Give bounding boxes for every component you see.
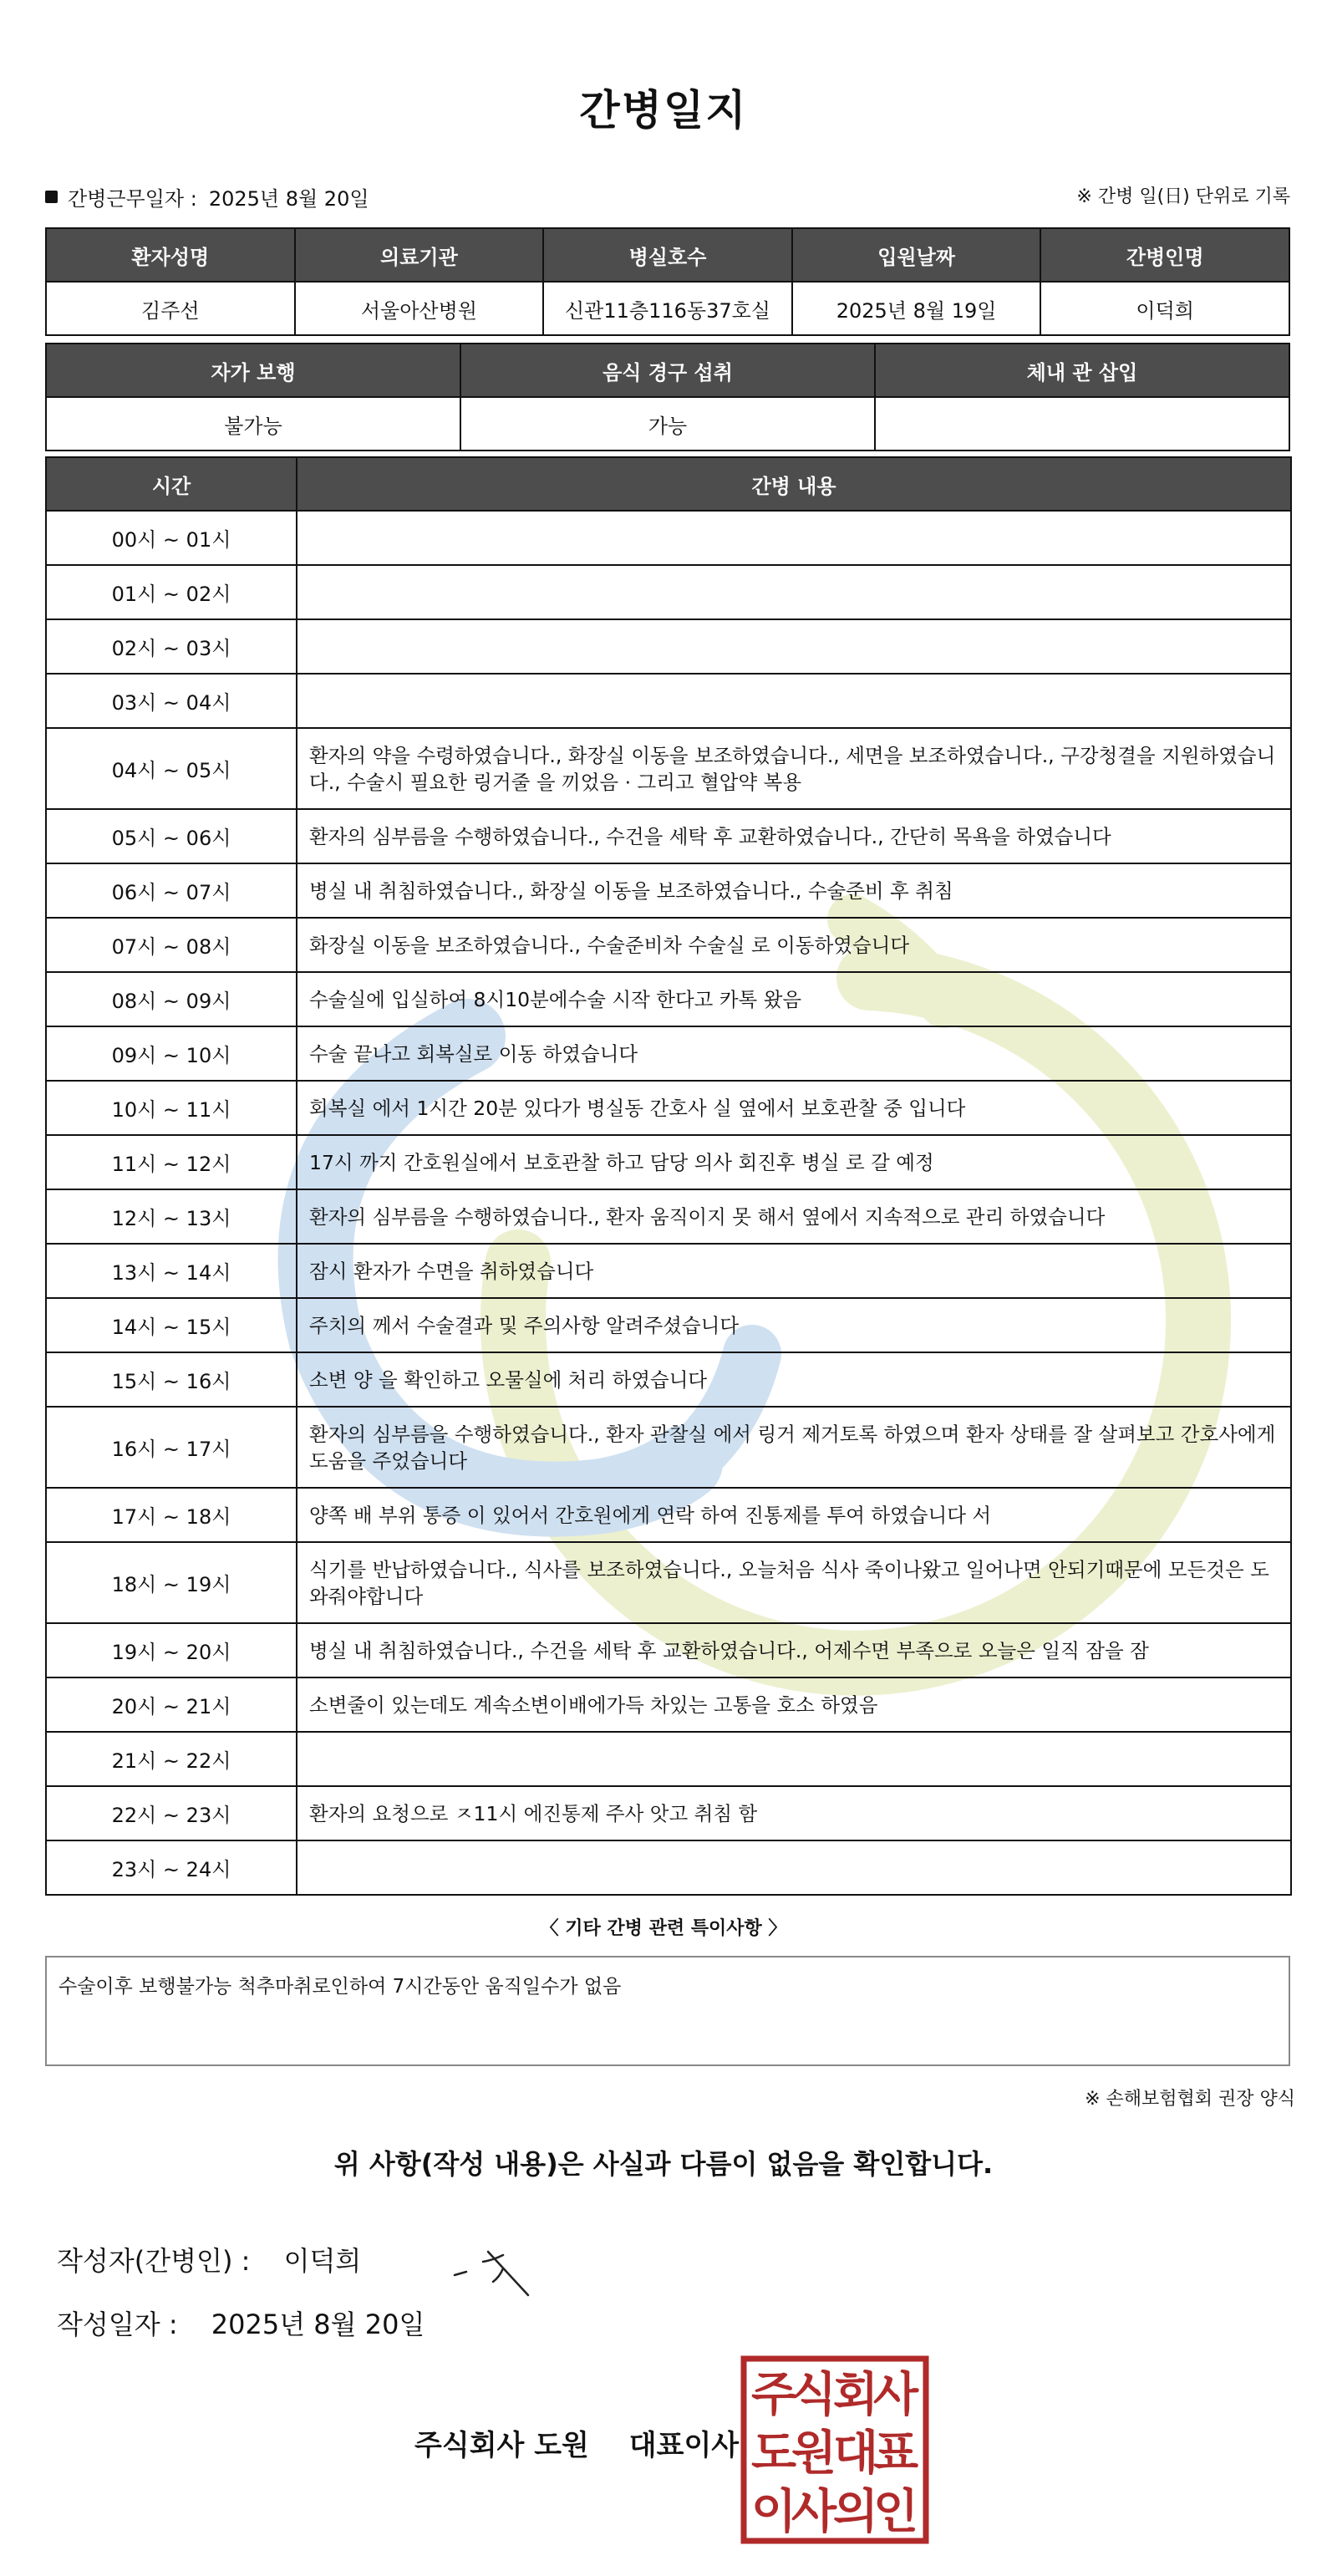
company-role: 대표이사	[628, 2429, 740, 2462]
svg-text:원: 원	[791, 2426, 837, 2481]
time-cell: 04시 ~ 05시	[46, 728, 297, 809]
table-row	[46, 809, 1291, 863]
company-name: 주식회사 도원	[414, 2429, 589, 2462]
table-row	[46, 619, 1291, 674]
patient-name: 김주선	[46, 282, 295, 335]
time-cell: 11시 ~ 12시	[46, 1135, 297, 1189]
time-cell: 06시 ~ 07시	[46, 863, 297, 918]
table-row	[46, 1488, 1291, 1542]
content-cell: 소변줄이 있는데도 계속소변이배에가득 차있는 고통을 호소 하였음	[297, 1677, 1291, 1732]
table-row	[46, 1407, 1291, 1488]
table-row	[46, 1135, 1291, 1189]
writer-label: 작성자(간병인) :	[57, 2245, 251, 2277]
header-walking: 자가 보행	[46, 344, 460, 397]
svg-text:의: 의	[832, 2485, 879, 2539]
table-row	[46, 918, 1291, 972]
content-cell: 잠시 환자가 수면을 취하였습니다	[297, 1244, 1291, 1298]
unit-note: ※ 간병 일(日) 단위로 기록	[1076, 186, 1290, 207]
notes-box	[45, 1956, 1290, 2066]
header-time: 시간	[46, 457, 297, 511]
table-row	[46, 1677, 1291, 1732]
written-date: 2025년 8월 20일	[211, 2309, 425, 2340]
table-row	[46, 1786, 1291, 1840]
care-log-table	[45, 456, 1292, 1896]
header-patient-name: 환자성명	[46, 228, 295, 282]
time-cell: 20시 ~ 21시	[46, 1677, 297, 1732]
svg-text:이: 이	[750, 2485, 797, 2539]
svg-text:회: 회	[832, 2368, 879, 2422]
svg-text:인: 인	[872, 2485, 919, 2539]
content-cell: 주치의 께서 수술결과 및 주의사항 알려주셨습니다	[297, 1298, 1291, 1352]
time-cell: 00시 ~ 01시	[46, 511, 297, 565]
content-cell: 수술실에 입실하여 8시10분에수술 시작 한다고 카톡 왔음	[297, 972, 1291, 1026]
svg-text:주: 주	[750, 2368, 797, 2422]
svg-text:식: 식	[791, 2368, 837, 2422]
header-room: 병실호수	[543, 228, 792, 282]
content-cell: 화장실 이동을 보조하였습니다., 수술준비차 수술실 로 이동하였습니다	[297, 918, 1291, 972]
form-footnote: ※ 손해보험협회 권장 양식	[1085, 2089, 1295, 2110]
company-line	[414, 2422, 739, 2463]
content-cell: 환자의 심부름을 수행하였습니다., 수건을 세탁 후 교환하였습니다., 간단히 목욕을 하였습니다	[297, 809, 1291, 863]
handwritten-signature	[451, 2243, 543, 2302]
table-row	[46, 1244, 1291, 1298]
table-row	[46, 565, 1291, 619]
svg-text:대: 대	[832, 2426, 879, 2481]
table-row	[46, 511, 1291, 565]
admission-date: 2025년 8월 19일	[792, 282, 1041, 335]
table-row	[46, 1732, 1291, 1786]
table-row	[46, 1026, 1291, 1081]
content-cell	[297, 1840, 1291, 1895]
notes-text: 수술이후 보행불가능 척추마취로인하여 7시간동안 움직일수가 없음	[58, 1976, 622, 1998]
meta-row	[45, 182, 1290, 216]
writer-line	[57, 2240, 361, 2278]
work-date	[45, 182, 369, 211]
time-cell: 03시 ~ 04시	[46, 674, 297, 728]
content-cell: 환자의 심부름을 수행하였습니다., 환자 움직이지 못 해서 옆에서 지속적으로 관리 하였습니다	[297, 1189, 1291, 1244]
time-cell: 21시 ~ 22시	[46, 1732, 297, 1786]
time-cell: 17시 ~ 18시	[46, 1488, 297, 1542]
time-cell: 02시 ~ 03시	[46, 619, 297, 674]
content-cell	[297, 619, 1291, 674]
content-cell: 환자의 심부름을 수행하였습니다., 환자 관찰실 에서 링거 제거토록 하였으며 환자 상태를 잘 살펴보고 간호사에게 도움을 주었습니다	[297, 1407, 1291, 1488]
content-cell: 수술 끝나고 회복실로 이동 하였습니다	[297, 1026, 1291, 1081]
time-cell: 05시 ~ 06시	[46, 809, 297, 863]
time-cell: 07시 ~ 08시	[46, 918, 297, 972]
table-row	[46, 1298, 1291, 1352]
time-cell: 13시 ~ 14시	[46, 1244, 297, 1298]
time-cell: 16시 ~ 17시	[46, 1407, 297, 1488]
notes-title: 〈 기타 간병 관련 특이사항 〉	[540, 1918, 787, 1939]
svg-text:사: 사	[872, 2368, 919, 2422]
patient-status-table	[45, 343, 1290, 451]
content-cell: 소변 양 을 확인하고 오물실에 처리 하였습니다	[297, 1352, 1291, 1407]
table-row	[46, 674, 1291, 728]
svg-text:표: 표	[872, 2426, 919, 2481]
header-caregiver: 간병인명	[1040, 228, 1289, 282]
time-cell: 09시 ~ 10시	[46, 1026, 297, 1081]
content-cell: 17시 까지 간호원실에서 보호관찰 하고 담당 의사 회진후 병실 로 갈 예정	[297, 1135, 1291, 1189]
content-cell	[297, 511, 1291, 565]
work-date-label: 간병근무일자 :	[68, 187, 197, 211]
time-cell: 14시 ~ 15시	[46, 1298, 297, 1352]
date-line	[57, 2304, 425, 2342]
content-cell	[297, 674, 1291, 728]
time-cell: 23시 ~ 24시	[46, 1840, 297, 1895]
work-date-value: 2025년 8월 20일	[208, 187, 369, 211]
caregiver-name: 이덕희	[1040, 282, 1289, 335]
time-cell: 01시 ~ 02시	[46, 565, 297, 619]
content-cell: 환자의 약을 수령하였습니다., 화장실 이동을 보조하였습니다., 세면을 보조하였습니다., 구강청결을 지원하였습니다., 수술시 필요한 링거줄 을 끼었음 · 그리고 혈압약 복용	[297, 728, 1291, 809]
hospital-name: 서울아산병원	[295, 282, 544, 335]
oral-intake-status: 가능	[460, 397, 875, 451]
time-cell: 10시 ~ 11시	[46, 1081, 297, 1135]
time-cell: 08시 ~ 09시	[46, 972, 297, 1026]
content-cell: 병실 내 취침하였습니다., 수건을 세탁 후 교환하였습니다., 어제수면 부족으로 오늘은 일직 잠을 잠	[297, 1623, 1291, 1677]
confirmation-statement: 위 사항(작성 내용)은 사실과 다름이 없음을 확인합니다.	[333, 2148, 994, 2180]
table-row	[46, 1081, 1291, 1135]
table-row	[46, 1352, 1291, 1407]
table-row	[46, 863, 1291, 918]
patient-info-table	[45, 227, 1290, 336]
writer-name: 이덕희	[283, 2245, 362, 2277]
bullet-square-icon	[45, 191, 58, 203]
content-cell	[297, 565, 1291, 619]
content-cell: 회복실 에서 1시간 20분 있다가 병실동 간호사 실 옆에서 보호관찰 중 입니다	[297, 1081, 1291, 1135]
time-cell: 18시 ~ 19시	[46, 1542, 297, 1623]
header-hospital: 의료기관	[295, 228, 544, 282]
walking-status: 불가능	[46, 397, 460, 451]
date-label: 작성일자 :	[57, 2309, 178, 2340]
tube-insertion-status	[875, 397, 1289, 451]
table-row	[46, 1840, 1291, 1895]
header-tube-insertion: 체내 관 삽입	[875, 344, 1289, 397]
table-row	[46, 972, 1291, 1026]
table-row	[46, 1189, 1291, 1244]
time-cell: 15시 ~ 16시	[46, 1352, 297, 1407]
content-cell: 식기를 반납하였습니다., 식사를 보조하였습니다., 오늘처음 식사 죽이나왔고 일어나면 안되기때문에 모든것은 도와줘야합니다	[297, 1542, 1291, 1623]
content-cell: 환자의 요청으로 ㅈ11시 에진통제 주사 앗고 취침 함	[297, 1786, 1291, 1840]
header-oral-intake: 음식 경구 섭취	[460, 344, 875, 397]
svg-text:도: 도	[750, 2426, 797, 2481]
table-row	[46, 1542, 1291, 1623]
content-cell: 양쪽 배 부위 통증 이 있어서 간호원에게 연락 하여 진통제를 투여 하였습니다 서	[297, 1488, 1291, 1542]
table-row	[46, 1623, 1291, 1677]
time-cell: 22시 ~ 23시	[46, 1786, 297, 1840]
room-number: 신관11층116동37호실	[543, 282, 792, 335]
table-row	[46, 728, 1291, 809]
time-cell: 19시 ~ 20시	[46, 1623, 297, 1677]
header-admission-date: 입원날짜	[792, 228, 1041, 282]
company-seal-stamp	[740, 2355, 929, 2544]
content-cell	[297, 1732, 1291, 1786]
header-care-content: 간병 내용	[297, 457, 1291, 511]
content-cell: 병실 내 취침하였습니다., 화장실 이동을 보조하였습니다., 수술준비 후 취침	[297, 863, 1291, 918]
time-cell: 12시 ~ 13시	[46, 1189, 297, 1244]
page-title: 간병일지	[579, 86, 748, 135]
svg-text:사: 사	[791, 2485, 837, 2539]
